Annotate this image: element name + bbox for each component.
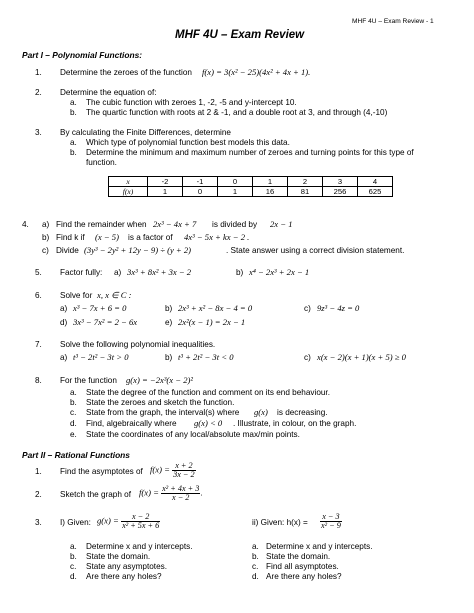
p2-q1-expression <box>150 462 196 479</box>
q8-a-label: a. <box>70 388 77 397</box>
p2-q3-right-a-text: Determine x and y intercepts. <box>266 542 373 551</box>
q8-c-end: is decreasing. <box>277 408 328 417</box>
p2-q2-number: 2. <box>35 490 42 499</box>
table-cell: 81 <box>288 187 323 197</box>
table-cell: 256 <box>323 187 358 197</box>
table-cell: 625 <box>358 187 393 197</box>
q3-number: 3. <box>35 128 42 137</box>
table-cell: 0 <box>218 177 253 187</box>
q6-e-math: 2x²(x − 1) = 2x − 1 <box>178 317 246 327</box>
p2-q3-left-b-label: b. <box>70 552 77 561</box>
part2-heading: Part II – Rational Functions <box>22 450 130 460</box>
p2-q3-ii-expression <box>320 513 342 530</box>
q3-b-label: b. <box>70 148 77 157</box>
q7-b-math: t³ + 2t² − 3t < 0 <box>178 352 234 362</box>
p2-q3-i-expression <box>97 513 160 530</box>
p2-q3-right-c-text: Find all asymptotes. <box>266 562 339 571</box>
q8-e-label: e. <box>70 430 77 439</box>
fraction-numerator: x − 3 <box>320 513 342 522</box>
table-header-fx: f(x) <box>109 187 148 197</box>
p2-q2-prefix: f(x) = <box>139 487 159 498</box>
q4-b-text: Find k if <box>56 233 85 242</box>
q5-a-label: a) <box>114 268 122 277</box>
q6-text-math: x, x ∈ C : <box>97 290 132 300</box>
p2-q3-right-c-label: c. <box>252 562 259 571</box>
q6-d-math: 3x³ − 7x² = 2 − 6x <box>73 317 138 327</box>
q4-c-text: Divide <box>56 246 79 255</box>
p2-q3-left-a-label: a. <box>70 542 77 551</box>
q8-text: For the function <box>60 376 117 385</box>
q3-b-text: Determine the minimum and maximum number of zeroes and turning points for this type of <box>86 148 414 157</box>
p2-q2-end: . <box>200 488 203 498</box>
p2-q3-right-d-label: d. <box>252 572 259 581</box>
p2-q3-left-c-label: c. <box>70 562 77 571</box>
p2-q2-text: Sketch the graph of <box>60 490 132 499</box>
q6-text: Solve for <box>60 291 93 300</box>
p2-q3-right-a-label: a. <box>252 542 259 551</box>
table-row-fx <box>109 187 393 197</box>
table-cell: 1 <box>148 187 183 197</box>
p2-q3-ii-fraction <box>320 513 342 530</box>
q4-b-mid: is a factor of <box>128 233 173 242</box>
table-cell: 2 <box>288 177 323 187</box>
p2-q3-i-fraction <box>121 513 160 530</box>
table-cell: 16 <box>253 187 288 197</box>
table-cell: 4 <box>358 177 393 187</box>
q8-a-text: State the degree of the function and comment on its end behaviour. <box>86 388 330 397</box>
q8-d-end: . Illustrate, in colour, on the graph. <box>233 419 357 428</box>
q2-number: 2. <box>35 88 42 97</box>
q6-e-label: e) <box>165 318 173 327</box>
q4-a-mid: is divided by <box>212 220 258 229</box>
q8-d-label: d. <box>70 419 77 428</box>
q1-text: Determine the zeroes of the function <box>60 68 192 77</box>
q5-b-math: x⁴ − 2x³ + 2x − 1 <box>249 267 310 277</box>
q7-c-label: c) <box>304 353 311 362</box>
p2-q3-left-b-text: State the domain. <box>86 552 151 561</box>
q2-b-text: The quartic function with roots at 2 & -1, and a double root at 3, and through (4,-10) <box>86 108 388 117</box>
p2-q3-right-b-text: State the domain. <box>266 552 331 561</box>
p2-q3-i-prefix: g(x) = <box>97 515 119 526</box>
q3-a-label: a. <box>70 138 77 147</box>
q6-d-label: d) <box>60 318 68 327</box>
q5-b-label: b) <box>236 268 244 277</box>
p2-q3-ii-label: ii) Given: h(x) = <box>252 518 308 527</box>
q4-a-text: Find the remainder when <box>56 220 147 229</box>
q5-number: 5. <box>35 268 42 277</box>
q6-a-math: x³ − 7x + 6 = 0 <box>73 303 127 313</box>
q7-number: 7. <box>35 340 42 349</box>
p2-q3-right-d-text: Are there any holes? <box>266 572 342 581</box>
q8-b-label: b. <box>70 398 77 407</box>
q8-c-math: g(x) <box>254 407 268 417</box>
q4-c-math: (3y³ − 2y² + 12y − 9) ÷ (y + 2) <box>84 245 192 255</box>
q4-c-label: c) <box>42 246 49 255</box>
table-row-x <box>109 177 393 187</box>
p2-q3-left-d-text: Are there any holes? <box>86 572 162 581</box>
table-cell: 0 <box>183 187 218 197</box>
q4-b-math1: (x − 5) <box>95 232 119 242</box>
q4-number: 4. <box>22 220 29 229</box>
table-cell: 3 <box>323 177 358 187</box>
q4-a-label: a) <box>42 220 50 229</box>
q8-e-text: State the coordinates of any local/absolute max/min points. <box>86 430 300 439</box>
p2-q3-i-label: I) Given: <box>60 518 91 527</box>
q2-a-text: The cubic function with zeroes 1, -2, -5 and y-intercept 10. <box>86 98 297 107</box>
q1-number: 1. <box>35 68 42 77</box>
fraction-denominator: x² − 9 <box>321 521 341 530</box>
fraction-denominator: 3x − 2 <box>173 470 195 479</box>
q6-number: 6. <box>35 291 42 300</box>
finite-differences-table <box>108 176 393 197</box>
q6-b-math: 2x³ + x² − 8x − 4 = 0 <box>178 303 253 313</box>
page-title: MHF 4U – Exam Review <box>175 29 305 41</box>
q7-c-math: x(x − 2)(x + 1)(x + 5) ≥ 0 <box>317 352 406 362</box>
q4-b-label: b) <box>42 233 50 242</box>
table-cell: -2 <box>148 177 183 187</box>
fraction-denominator: x − 2 <box>172 493 190 502</box>
p2-q3-left-a-text: Determine x and y intercepts. <box>86 542 193 551</box>
q7-a-label: a) <box>60 353 68 362</box>
p2-q1-fraction <box>172 462 195 479</box>
q8-text-math: g(x) = −2x³(x − 2)² <box>126 375 193 385</box>
p2-q1-number: 1. <box>35 467 42 476</box>
q6-c-label: c) <box>304 304 311 313</box>
q6-b-label: b) <box>165 304 173 313</box>
q3-a-text: Which type of polynomial function best models this data. <box>86 138 290 147</box>
q3-text: By calculating the Finite Differences, determine <box>60 128 231 137</box>
fraction-numerator: x − 2 <box>121 513 160 522</box>
q5-text: Factor fully: <box>60 268 103 277</box>
fraction-numerator: x + 2 <box>172 462 195 471</box>
q8-d-text: Find, algebraically where <box>86 419 177 428</box>
q5-a-math: 3x³ + 8x² + 3x − 2 <box>127 267 192 277</box>
q2-b-label: b. <box>70 108 77 117</box>
q3-b-text-cont: function. <box>86 158 117 167</box>
q8-c-label: c. <box>70 408 77 417</box>
q1-math: f(x) = 3(x² − 25)(4x² + 4x + 1). <box>202 67 311 77</box>
table-cell: -1 <box>183 177 218 187</box>
part1-heading: Part I – Polynomial Functions: <box>22 50 143 60</box>
q8-number: 8. <box>35 376 42 385</box>
p2-q2-fraction <box>161 484 203 502</box>
q2-text: Determine the equation of: <box>60 88 157 97</box>
table-cell: 1 <box>218 187 253 197</box>
page-header: MHF 4U – Exam Review - 1 <box>352 18 434 25</box>
q2-a-label: a. <box>70 98 77 107</box>
q6-c-math: 9z³ − 4z = 0 <box>317 303 360 313</box>
fraction-denominator: x² + 5x + 6 <box>122 521 160 530</box>
q6-a-label: a) <box>60 304 68 313</box>
q8-b-text: State the zeroes and sketch the function. <box>86 398 235 407</box>
q7-text: Solve the following polynomial inequalities. <box>60 340 216 349</box>
table-header-x: x <box>109 177 148 187</box>
q4-b-math2: 4x³ − 5x + kx − 2 . <box>184 232 250 242</box>
q8-c-text: State from the graph, the interval(s) where <box>86 408 240 417</box>
p2-q1-prefix: f(x) = <box>150 464 170 475</box>
p2-q3-right-b-label: b. <box>252 552 259 561</box>
fraction-numerator: x² + 4x + 3 <box>162 484 200 493</box>
p2-q3-left-c-text: State any asymptotes. <box>86 562 168 571</box>
p2-q3-left-d-label: d. <box>70 572 77 581</box>
p2-q3-number: 3. <box>35 518 42 527</box>
q4-a-math1: 2x³ − 4x + 7 <box>153 219 197 229</box>
q8-d-math: g(x) < 0 <box>194 418 223 428</box>
p2-q1-text: Find the asymptotes of <box>60 467 143 476</box>
q4-a-math2: 2x − 1 <box>270 219 293 229</box>
p2-q2-expression <box>139 485 203 502</box>
q7-b-label: b) <box>165 353 173 362</box>
q7-a-math: t³ − 2t² − 3t > 0 <box>73 352 129 362</box>
table-cell: 1 <box>253 177 288 187</box>
q4-c-end: . State answer using a correct division statement. <box>226 246 405 255</box>
